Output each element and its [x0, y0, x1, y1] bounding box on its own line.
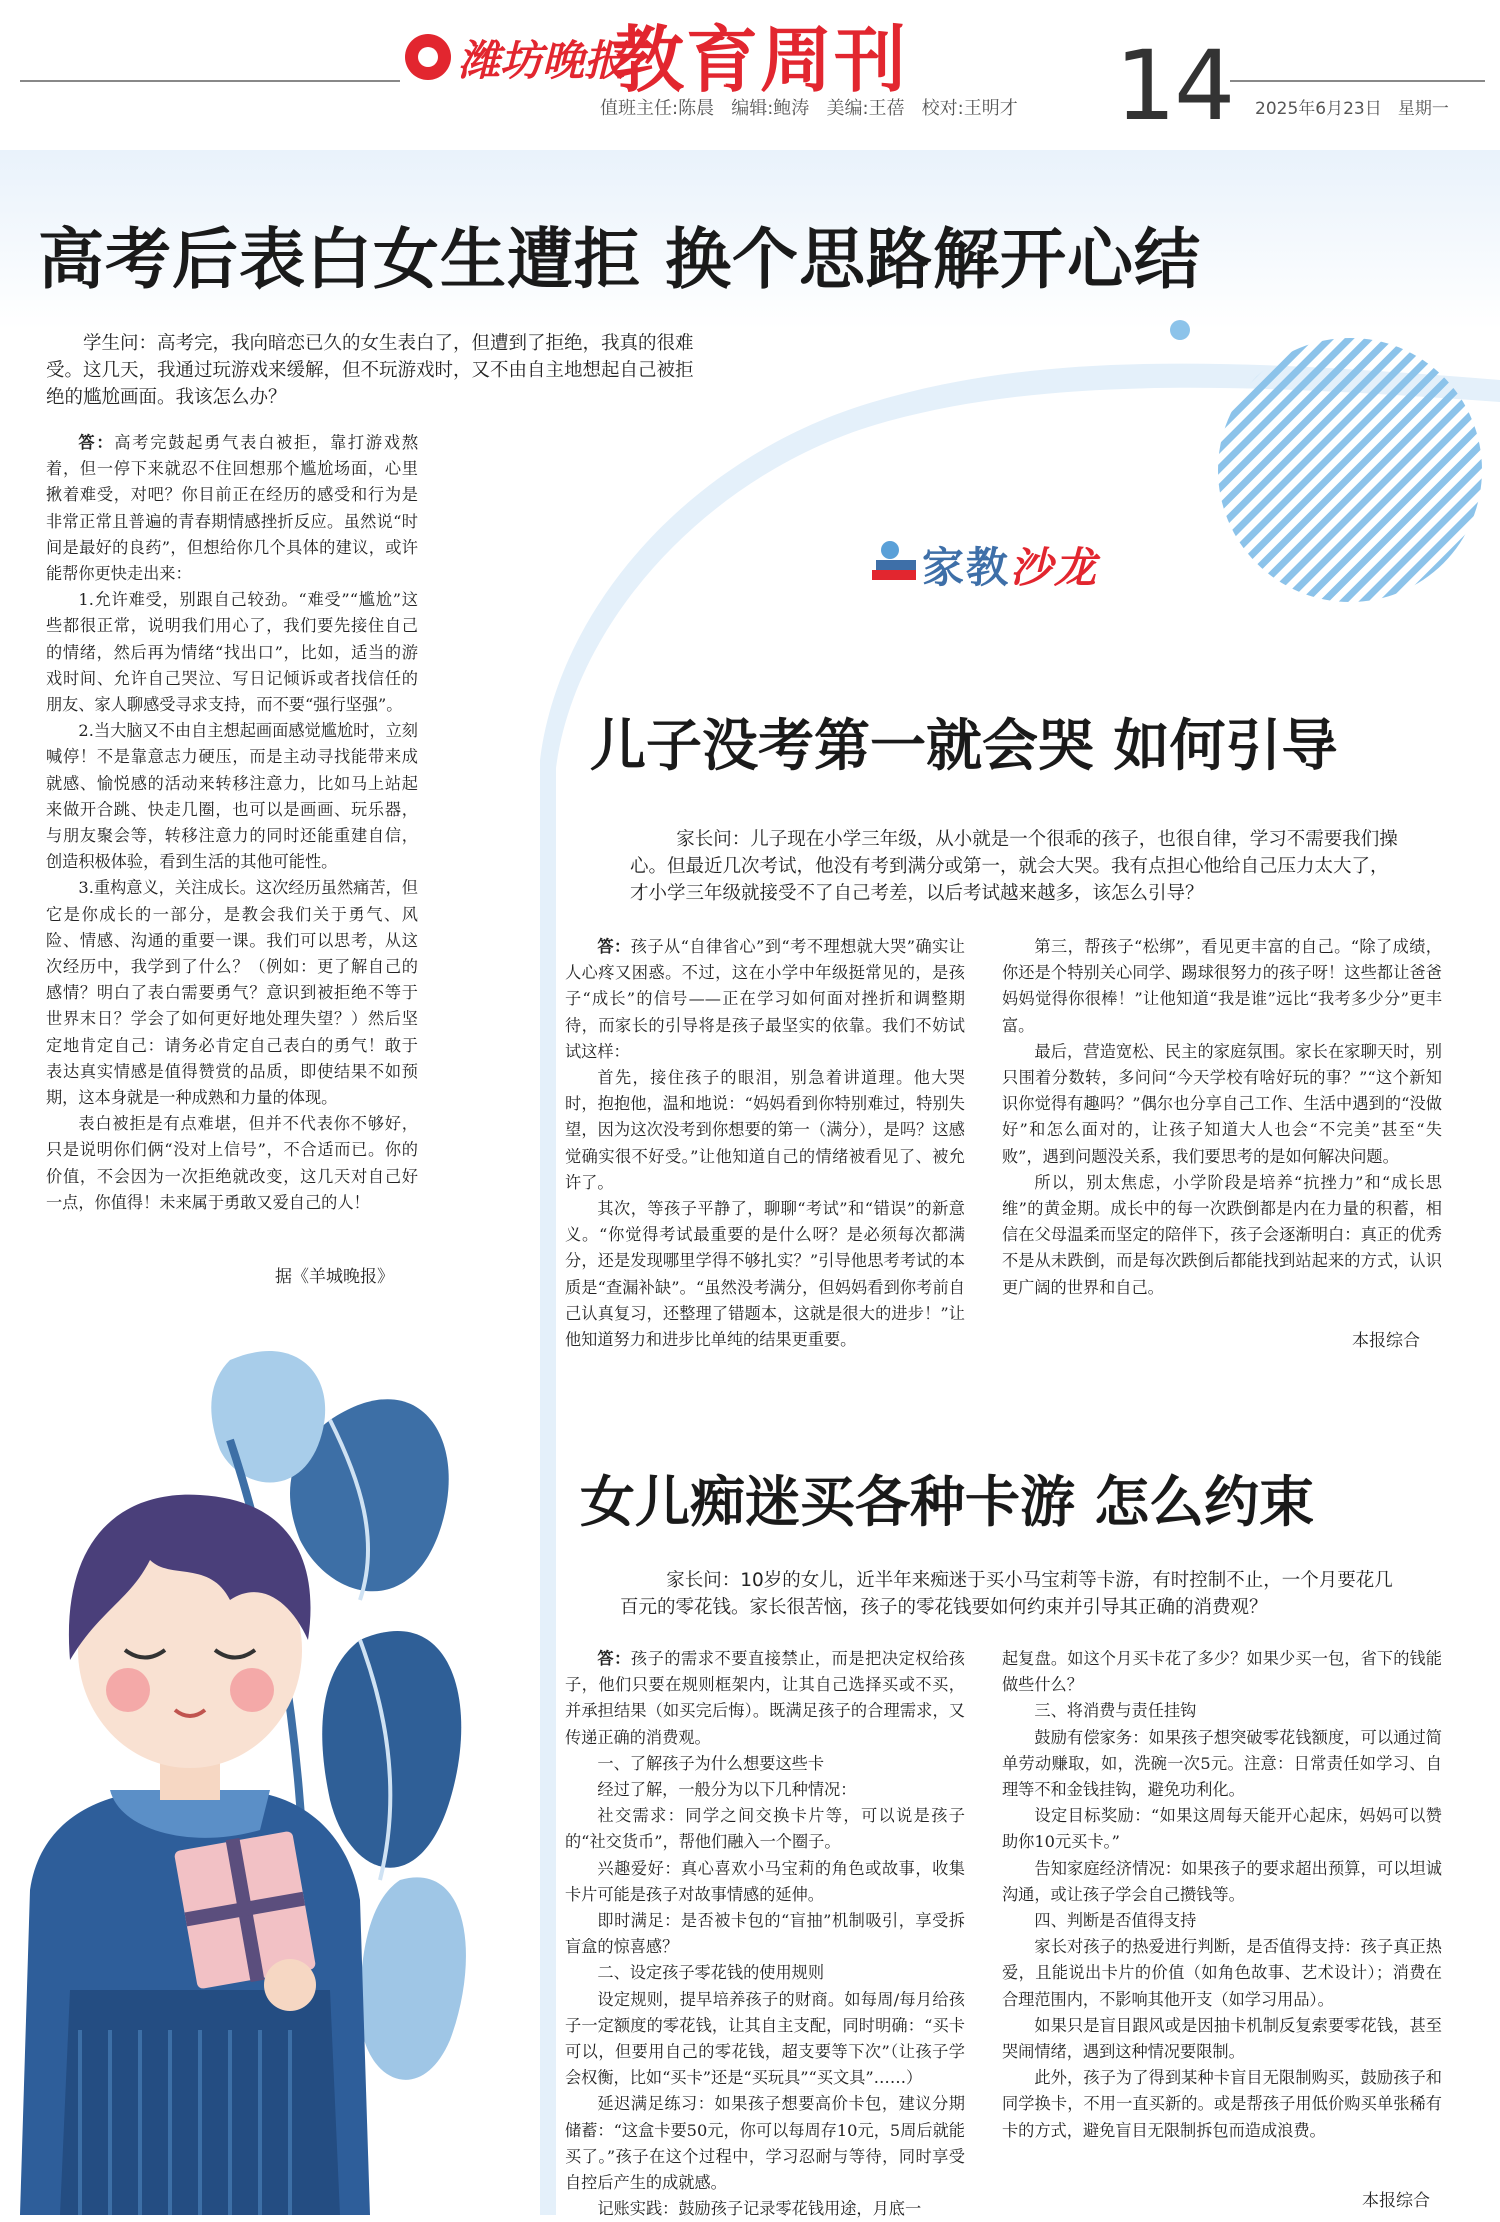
editorial-credits: 值班主任:陈晨 编辑:鲍涛 美编:王蓓 校对:王明才 [600, 98, 1018, 119]
answer-label: 答： [597, 1649, 631, 1668]
article1-body: 答：高考完鼓起勇气表白被拒，靠打游戏熬着，但一停下来就忍不住回想那个尴尬场面，心里揪着难受，对吧？你目前正在经历的感受和行为是非常正常且普遍的青春期情感挫折反应。虽然说“时间是最好的良药”，但想给你几个具体的建议，或许能帮你更快走出来： 1.允许难受，别跟自己较劲。“难受”“尴尬”这些都很正常，说明我们用心了，我们要先接住自己的情绪，然后再为情绪“找出口”，比如，适当的游戏时间、允许自己哭泣、写日记倾诉或者找信任的朋友、家人聊感受寻求支持，而不要“强行坚强”。 2.当大脑又不由自主想起画面感觉尴尬时，立刻喊停！不是靠意志力硬压，而是主动寻找能带来成就感、愉悦感的活动来转移注意力，比如马上站起来做开合跳、快走几圈，也可以是画画、玩乐器，与朋友聚会等，转移注意力的同时还能重建自信，创造积极体验，看到生活的其他可能性。 3.重构意义，关注成长。这次经历虽然痛苦，但它是你成长的一部分，是教会我们关于勇气、风险、情感、沟通的重要一课。我们可以思考，从这次经历中，我学到了什么？（例如：更了解自己的感情？明白了表白需要勇气？意识到被拒绝不等于世界末日？学会了如何更好地处理失望？）然后坚定地肯定自己：请务必肯定自己表白的勇气！敢于表达真实情感是值得赞赏的品质，即使结果不如预期，这本身就是一种成熟和力量的体现。 表白被拒是有点难堪，但并不代表你不够好，只是说明你们俩“没对上信号”，不合适而已。你的价值，不会因为一次拒绝就改变，这几天对自己好一点，你值得！未来属于勇敢又爱自己的人！ [46, 430, 418, 1216]
paragraph: 所以，别太焦虑，小学阶段是培养“抗挫力”和“成长思维”的黄金期。成长中的每一次跌倒都是内在力量的积蓄，相信在父母温柔而坚定的陪伴下，孩子会逐渐明白：真正的优秀不是从未跌倒，而是每次跌倒后都能找到站起来的方式，认识更广阔的世界和自己。 [1002, 1172, 1442, 1297]
article2-headline: 儿子没考第一就会哭 如何引导 [590, 714, 1338, 779]
masthead-rule-left [20, 80, 400, 82]
article1-question: 学生问：高考完，我向暗恋已久的女生表白了，但遭到了拒绝，我真的很难受。这几天，我通过玩游戏来缓解，但不玩游戏时，又不由自主地想起自己被拒绝的尴尬画面。我该怎么办？ [46, 333, 694, 408]
paragraph: 记账实践：鼓励孩子记录零花钱用途，月底一 [597, 2199, 922, 2219]
answer-label: 答： [597, 937, 631, 956]
paragraph: 即时满足：是否被卡包的“盲抽”机制吸引，享受拆盲盒的惊喜感？ [565, 1911, 965, 1957]
paragraph: 告知家庭经济情况：如果孩子的要求超出预算，可以坦诚沟通，或让孩子学会自己攒钱等。 [1002, 1858, 1442, 1904]
article3-body-col1: 答：孩子的需求不要直接禁止，而是把决定权给孩子，他们只要在规则框架内，让其自己选择买或不买，并承担结果（如买完后悔）。既满足孩子的合理需求，又传递正确的消费观。 一、了解孩子为什么想要这些卡 经过了解，一般分为以下几种情况： 社交需求：同学之间交换卡片等，可以说是孩子的“社交货币”，帮他们融入一个圈子。 兴趣爱好：真心喜欢小马宝莉的角色或故事，收集卡片可能是孩子对故事情感的延伸。 即时满足：是否被卡包的“盲抽”机制吸引，享受拆盲盒的惊喜感？ 二、设定孩子零花钱的使用规则 设定规则，提早培养孩子的财商。如每周/每月给孩子一定额度的零花钱，让其自主支配，同时明确：“买卡可以，但要用自己的零花钱，超支要等下次”（让孩子学会权衡，比如“买卡”还是“买玩具”“买文具”……） 延迟满足练习：如果孩子想要高价卡包，建议分期储蓄：“这盒卡要50元，你可以每周存10元，5周后就能买了。”孩子在这个过程中，学习忍耐与等待，同时享受自控后产生的成就感。 记账实践：鼓励孩子记录零花钱用途，月底一 [565, 1646, 965, 2222]
paragraph: 如果只是盲目跟风或是因抽卡机制反复索要零花钱，甚至哭闹情绪，遇到这种情况要限制。 [1002, 2015, 1442, 2062]
paragraph: 设定目标奖励：“如果这周每天能开心起床，妈妈可以赞助你10元买卡。” [1002, 1806, 1442, 1852]
paragraph: 第三，帮孩子“松绑”，看见更丰富的自己。“除了成绩，你还是个特别关心同学、踢球很努力的孩子呀！这些都让爸爸妈妈觉得你很棒！”让他知道“我是谁”远比“我考多少分”更丰富。 [1002, 937, 1442, 1035]
column-label: 家教沙龙 [922, 543, 1099, 592]
article2-question: 家长问：儿子现在小学三年级，从小就是一个很乖的孩子，也很自律，学习不需要我们操心。但最近几次考试，他没有考到满分或第一，就会大哭。我有点担心他给自己压力太大了，才小学三年级就接受不了自己考差，以后考试越来越多，该怎么引导？ [630, 829, 1398, 904]
paragraph: 设定规则，提早培养孩子的财商。如每周/每月给孩子一定额度的零花钱，让其自主支配，同时明确：“买卡可以，但要用自己的零花钱，超支要等下次”（让孩子学会权衡，比如“买卡”还是“买玩具”“买文具”……） [565, 1989, 965, 2088]
article1-source: 据《羊城晚报》 [275, 1267, 394, 1287]
paragraph: 3.重构意义，关注成长。这次经历虽然痛苦，但它是你成长的一部分，是教会我们关于勇气、风险、情感、沟通的重要一课。我们可以思考，从这次经历中，我学到了什么？（例如：更了解自己的感情？明白了表白需要勇气？意识到被拒绝不等于世界末日？学会了如何更好地处理失望？）然后坚定地肯定自己：请务必肯定自己表白的勇气！敢于表达真实情感是值得赞赏的品质，即使结果不如预期，这本身就是一种成熟和力量的体现。 [46, 878, 418, 1108]
paragraph: 四、判断是否值得支持 [1034, 1911, 1197, 1931]
masthead-rule-right [1230, 80, 1485, 82]
paragraph: 起复盘。如这个月买卡花了多少？如果少买一包，省下的钱能做些什么？ [1002, 1649, 1442, 1695]
paragraph: 表白被拒是有点难堪，但并不代表你不够好，只是说明你们俩“没对上信号”，不合适而已。你的价值，不会因为一次拒绝就改变，这几天对自己好一点，你值得！未来属于勇敢又爱自己的人！ [46, 1114, 418, 1212]
answer-label: 答： [78, 433, 115, 452]
paragraph: 一、了解孩子为什么想要这些卡 [597, 1753, 825, 1773]
paragraph: 鼓励有偿家务：如果孩子想突破零花钱额度，可以通过简单劳动赚取，如，洗碗一次5元。注意：日常责任如学习、自理等不和金钱挂钩，避免功利化。 [1002, 1727, 1442, 1800]
paragraph: 三、将消费与责任挂钩 [1034, 1701, 1197, 1721]
article2-body-col1: 答：孩子从“自律省心”到“考不理想就大哭”确实让人心疼又困惑。不过，这在小学中年级挺常见的，是孩子“成长”的信号——正在学习如何面对挫折和调整期待，而家长的引导将是孩子最坚实的依靠。我们不妨试试这样： 首先，接住孩子的眼泪，别急着讲道理。他大哭时，抱抱他，温和地说：“妈妈看到你特别难过，特别失望，因为这次没考到你想要的第一（满分），是吗？这感觉确实很不好受。”让他知道自己的情绪被看见了、被允许了。 其次，等孩子平静了，聊聊“考试”和“错误”的新意义。“你觉得考试最重要的是什么呀？是必须每次都满分，还是发现哪里学得不够扎实？”引导他思考考试的本质是“查漏补缺”。“虽然没考满分，但妈妈看到你考前自己认真复习，还整理了错题本，这就是很大的进步！”让他知道努力和进步比单纯的结果更重要。 [565, 934, 965, 1353]
paragraph: 家长对孩子的热爱进行判断，是否值得支持：孩子真正热爱，且能说出卡片的价值（如角色故事、艺术设计）；消费在合理范围内，不影响其他开支（如学习用品）。 [1002, 1937, 1442, 2009]
article3-source: 本报综合 [1362, 2191, 1430, 2211]
books-icon [870, 540, 920, 584]
section-title: 教育周刊 [612, 18, 909, 102]
paragraph: 社交需求：同学之间交换卡片等，可以说是孩子的“社交货币”，帮他们融入一个圈子。 [565, 1806, 965, 1852]
newspaper-brand: 潍坊晚报 [458, 36, 627, 85]
page-number: 14 [1115, 30, 1234, 142]
paragraph: 2.当大脑又不由自主想起画面感觉尴尬时，立刻喊停！不是靠意志力硬压，而是主动寻找能带来成就感、愉悦感的活动来转移注意力，比如马上站起来做开合跳、快走几圈，也可以是画画、玩乐器，与朋友聚会等，转移注意力的同时还能重建自信，创造积极体验，看到生活的其他可能性。 [46, 721, 418, 872]
article3-headline: 女儿痴迷买各种卡游 怎么约束 [580, 1470, 1315, 1534]
logo-mark-icon [405, 34, 451, 80]
article3-question: 家长问：10岁的女儿，近半年来痴迷于买小马宝莉等卡游，有时控制不止，一个月要花几百元的零花钱。家长很苦恼，孩子的零花钱要如何约束并引导其正确的消费观？ [620, 1570, 1393, 1618]
paragraph: 兴趣爱好：真心喜欢小马宝莉的角色或故事，收集卡片可能是孩子对故事情感的延伸。 [565, 1858, 965, 1904]
article3-body-col2 [1002, 1646, 1442, 2144]
paragraph: 最后，营造宽松、民主的家庭氛围。家长在家聊天时，别只围着分数转，多问问“今天学校有啥好玩的事？”“这个新知识你觉得有趣吗？”偶尔也分享自己工作、生活中遇到的“没做好”和怎么面对的，让孩子知道大人也会“不完美”甚至“失败”，遇到问题没关系，我们要思考的是如何解决问题。 [1002, 1041, 1442, 1166]
paragraph: 延迟满足练习：如果孩子想要高价卡包，建议分期储蓄：“这盒卡要50元，你可以每周存10元，5周后就能买了。”孩子在这个过程中，学习忍耐与等待，同时享受自控后产生的成就感。 [565, 2094, 965, 2193]
paragraph: 1.允许难受，别跟自己较劲。“难受”“尴尬”这些都很正常，说明我们用心了，我们要先接住自己的情绪，然后再为情绪“找出口”，比如，适当的游戏时间、允许自己哭泣、写日记倾诉或者找信任的朋友、家人聊感受寻求支持，而不要“强行坚强”。 [46, 590, 418, 715]
paragraph: 二、设定孩子零花钱的使用规则 [597, 1963, 825, 1983]
paragraph: 此外，孩子为了得到某种卡盲目无限制购买，鼓励孩子和同学换卡，不用一直买新的。或是帮孩子用低价购买单张稀有卡的方式，避免盲目无限制拆包而造成浪费。 [1002, 2068, 1442, 2140]
article2-body-col2 [1002, 934, 1442, 1301]
article1-headline: 高考后表白女生遭拒 换个思路解开心结 [38, 221, 1201, 298]
article2-source: 本报综合 [1352, 1331, 1420, 1351]
paragraph: 首先，接住孩子的眼泪，别急着讲道理。他大哭时，抱抱他，温和地说：“妈妈看到你特别难过，特别失望，因为这次没考到你想要的第一（满分），是吗？这感觉确实很不好受。”让他知道自己的情绪被看见了、被允许了。 [565, 1068, 965, 1192]
paragraph: 经过了解，一般分为以下几种情况： [597, 1780, 857, 1800]
paragraph: 其次，等孩子平静了，聊聊“考试”和“错误”的新意义。“你觉得考试最重要的是什么呀？是必须每次都满分，还是发现哪里学得不够扎实？”引导他思考考试的本质是“查漏补缺”。“虽然没考满分，但妈妈看到你考前自己认真复习，还整理了错题本，这就是很大的进步！”让他知道努力和进步比单纯的结果更重要。 [565, 1199, 965, 1350]
issue-date: 2025年6月23日 星期一 [1255, 99, 1449, 119]
